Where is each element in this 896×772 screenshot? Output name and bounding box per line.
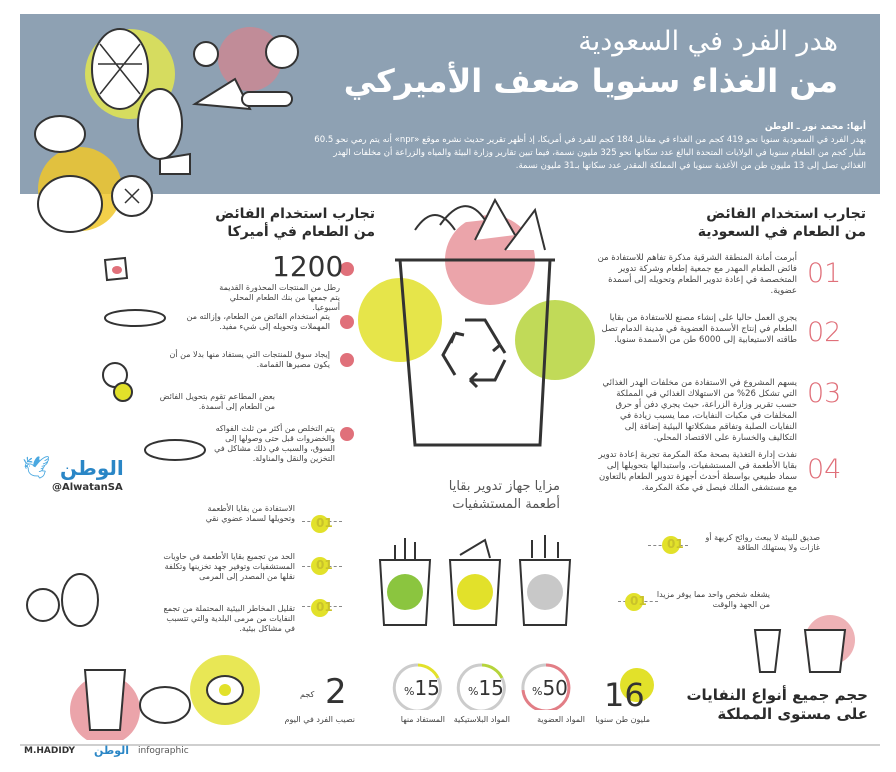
stat-label: المستفاد منها [400,715,445,724]
food-illustration-bottom [25,560,275,740]
item-number: 01 [630,594,647,608]
yellow-bin-icon [450,540,500,625]
twitter-bird-icon: 🕊 [22,456,50,481]
stat-value [404,676,440,700]
stat-value: 16 [604,676,645,714]
item-number: 01 [807,258,842,289]
fish-icon [35,116,85,152]
usa-title-line1: تجارب استخدام الفائض [215,206,375,222]
bullet-dot [340,353,354,367]
item-number: 03 [807,378,842,409]
stat-label: نصيب الفرد في اليوم [284,715,355,724]
burger-icon [140,687,190,723]
page-title-line1: هدر الفرد في السعودية [578,26,838,57]
chicken-leg-icon [62,574,98,626]
hospital-title-line1: مزايا جهاز تدوير بقايا [448,479,560,494]
yellow-blob [358,278,442,362]
drink-icon [805,630,845,672]
stat-value-number: 15 [478,676,504,700]
bacon-icon [242,92,292,106]
saudi-items [597,250,867,493]
corn-icon [138,89,182,159]
footer-credit: M.HADIDY [24,746,76,756]
stat-value: 2 [325,672,347,712]
usa-icons [95,250,215,470]
saudi-title-line2: من الطعام في السعودية [697,224,866,240]
drink-icon [85,670,125,730]
hospital-item: يشغله شخص واحد مما يوفر مزيدا من الجهد والوقت [656,590,770,609]
twitter-handle[interactable]: @AlwatanSA [52,482,123,493]
brand-logo: الوطن [60,456,124,480]
saudi-section-title [666,205,866,241]
stat-pct: % [404,685,415,698]
hospital-title-line2: أطعمة المستشفيات [452,497,560,512]
corn-icon [145,440,205,460]
stat-value-number: 15 [414,676,440,700]
stats-title [668,686,868,724]
green-bin-icon [380,538,430,625]
broccoli-icon [266,36,298,68]
pumpkin-icon [38,176,102,232]
item-text: يسهم المشروع في الاستفادة من مخلفات الهدر الغذائي التي تشكل 26% من الاستهلاك الغذائي في المملكة حسب تقرير وزارة الزراعة، حيث يجري دفن أو حرق المخلفات في مكبات النفايات، مما يسبب زيادة في النفايات الصلبة وتفاقم مشكلاتها البيئية إضافة إلى التكاليف والخسارة على الاقتصاد المحلي. [602,378,797,443]
usa-section-title [185,205,375,241]
brand-box [22,456,142,496]
stat-value [468,676,504,700]
usa-item: إيجاد سوق للمنتجات التي يستفاد منها بدلا من أن يكون مصيرها القمامة. [169,350,330,369]
stat-value [532,676,568,700]
item-number: 02 [807,317,842,348]
item-text: أبرمت أمانة المنطقة الشرقية مذكرة تفاهم للاستفادة من فائض الطعام المهدر مع جمعية إطعام وشركة تدوير المتخصصة في إعادة تدوير الطعام وتحويله إلى أسمدة عضوية. [597,253,797,296]
item-number: 04 [807,454,842,485]
stat-label: مليون طن سنويا [595,715,650,724]
item-number: 01 [667,537,684,551]
stat-value-number: 50 [542,676,568,700]
apple-icon [114,383,132,401]
bullet-dot [340,315,354,329]
bullet-dot [340,427,354,441]
orange-slice-icon [27,589,59,621]
recycle-icon [443,320,505,387]
usa-title-line2: من الطعام في أميركا [227,224,375,240]
saudi-title-line1: تجارب استخدام الفائض [706,206,866,222]
usa-item: يتم استخدام الفائض من الطعام، وإزالته من المهملات وتحويله إلى شيء مفيد. [186,312,330,331]
hospital-item: الاستفادة من بقايا الأطعمة وتحويلها لسماد عضوي نقي [205,504,295,523]
footer-tag: infographic [138,746,189,756]
fast-food-illustration [745,610,865,680]
item-number: 01 [316,516,333,530]
usa-big-number: 1200 [272,250,344,283]
colored-bins [370,530,580,630]
usa-big-number-text: رطل من المنتجات المحذورة القديمة يتم جمعها من بنك الطعام المحلي أسبوعيا. [219,283,340,312]
item-number: 01 [316,558,333,572]
recycle-bin-illustration [345,190,605,480]
hospital-item: صديق للبيئة لا يبعث روائح كريهة أو غازات ولا يستهلك الطاقة [705,533,820,552]
tomato-icon [194,42,218,66]
page-title-line2: من الغذاء سنويا ضعف الأميركي [343,62,838,100]
usa-item: يتم التخلص من أكثر من ثلث الفواكه والخضروات قبل حتى وصولها إلى السوق، والسبب في ذلك مشاكل في التخزين والنقل والمناولة. [214,424,335,463]
intro-paragraph: يهدر الفرد في السعودية سنويا نحو 419 كجم من الغذاء في مقابل 184 كجم للفرد في أمريكا، إذ أظهر تقرير حديث نشره موقع «npr» أنه يتم رمي نحو 60.5 مليار كجم من الطعام سنويا في الولايات المتحدة البالغ عدد سكانها نحو 325 مليون نسمة، فيما تبين تقارير وزارة البيئة والمياه والزراعة أن مخلفات الهدر الغذائي تصل إلى 13 مليون طن من الأغذية سنويا في المملكة المقدر عدد سكانها بـ31 مليون نسمة. [314,135,866,171]
stats-title-line2: على مستوى المملكة [717,705,868,723]
hospital-item: الحد من تجميع بقايا الأطعمة في حاويات المستشفيات وتوفير جهد تخزينها وتكلفة نقلها من المصدر إلى المرمى [163,552,295,581]
hospital-section-title [400,478,560,514]
item-text: نفذت إدارة التغذية بصحة مكة المكرمة تجربة إعادة تدوير بقايا الأطعمة في المستشفيات، واستبدالها بتحويلها إلى سماد طبيعي بواسطة أحدث أجهزة تدوير الطعام بالتعاون مع مستشفى الملك فيصل في مكة المكرمة. [598,450,797,493]
stat-label: المواد البلاستيكية [453,715,510,724]
green-blob [515,300,595,380]
fish-icon [105,310,165,326]
item-text: يجري العمل حاليا على إنشاء مصنع للاستفادة من بقايا الطعام في إنتاج الأسمدة العضوية في مدينة الدمام تصل طاقته الاستيعابية إلى 6000 طن من الأسمدة سنويا. [601,313,797,345]
footer [20,744,880,760]
fries-icon [755,630,780,672]
footer-logo: الوطن [94,744,130,757]
hospital-item: تقليل المخاطر البيئية المحتملة من تجمع النفايات من مرمى البلدية والتي تتسبب في مشاكل بيئية. [163,604,295,633]
stats-title-line1: حجم جميع أنواع النفايات [686,686,868,704]
stat-pct: % [532,685,543,698]
stat-label: المواد العضوية [537,715,585,724]
byline: أبها: محمد نور ـ الوطن [764,122,866,132]
item-number: 01 [316,600,333,614]
usa-item: بعض المطاعم تقوم بتحويل الفائض من الطعام إلى أسمدة. [159,392,275,411]
grey-bin-icon [520,535,570,625]
stat-unit: كجم [300,690,315,699]
stat-pct: % [468,685,479,698]
